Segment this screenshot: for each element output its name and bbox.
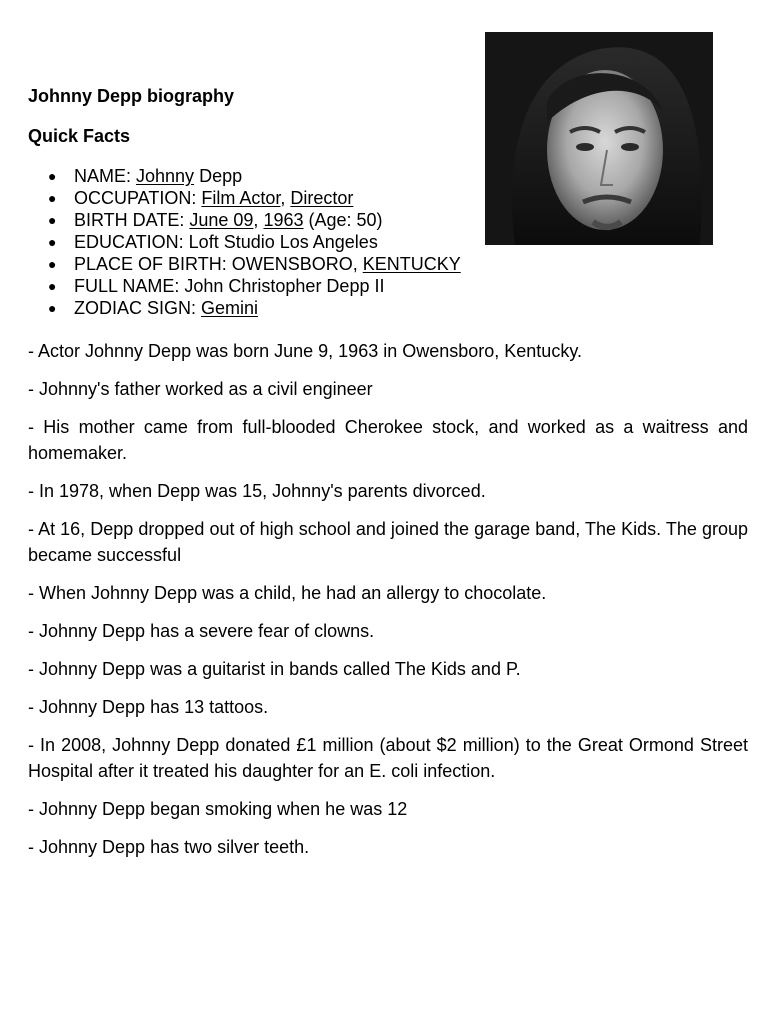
fact-link[interactable]: Film Actor [201,188,281,208]
fact-label: ZODIAC SIGN: [74,298,202,318]
fact-value: , [253,210,264,230]
fact-link[interactable]: Gemini [201,298,259,318]
biography-paragraph: - Johnny Depp has 13 tattoos. [28,697,269,717]
portrait-image [485,32,713,245]
bullet-icon: ● [48,212,57,228]
biography-body [28,338,748,872]
fact-link[interactable]: June 09 [189,210,254,230]
page-title: Johnny Depp biography [28,86,235,106]
biography-paragraph: - Johnny Depp has two silver teeth. [28,837,310,857]
fact-link[interactable]: 1963 [263,210,304,230]
biography-paragraph: - Johnny Depp was a guitarist in bands called The Kids and P. [28,659,521,679]
fact-value: (Age: 50) [303,210,383,230]
fact-label: PLACE OF BIRTH: [74,254,232,274]
fact-label: OCCUPATION: [74,188,202,208]
quick-facts-list [28,165,461,319]
biography-paragraph: - At 16, Depp dropped out of high school and joined the garage band, The Kids. The group became successful [28,519,748,565]
quick-fact-item [28,253,461,275]
biography-paragraph: - When Johnny Depp was a child, he had an allergy to chocolate. [28,583,547,603]
fact-value: John Christopher Depp II [184,276,385,296]
fact-label: BIRTH DATE: [74,210,190,230]
quick-fact-item [28,209,461,231]
biography-paragraph: - Johnny Depp began smoking when he was 12 [28,799,408,819]
quick-fact-item [28,165,461,187]
biography-paragraph: - Actor Johnny Depp was born June 9, 1963 in Owensboro, Kentucky. [28,341,582,361]
bullet-icon: ● [48,300,57,316]
biography-paragraph: - Johnny's father worked as a civil engineer [28,379,373,399]
bullet-icon: ● [48,234,57,250]
fact-label: NAME: [74,166,137,186]
biography-paragraph: - His mother came from full-blooded Cherokee stock, and worked as a waitress and homemaker. [28,417,748,463]
biography-paragraph: - In 1978, when Depp was 15, Johnny's parents divorced. [28,481,486,501]
biography-paragraph: - In 2008, Johnny Depp donated £1 million (about $2 million) to the Great Ormond Street Hospital after it treated his daughter for an E. coli infection. [28,735,748,781]
fact-link[interactable]: Director [290,188,354,208]
fact-value: OWENSBORO, [231,254,363,274]
bullet-icon: ● [48,256,57,272]
quick-fact-item [28,297,461,319]
bullet-icon: ● [48,190,57,206]
fact-label: FULL NAME: [74,276,185,296]
bullet-icon: ● [48,168,57,184]
fact-value: Loft Studio Los Angeles [188,232,378,252]
quick-fact-item [28,231,461,253]
fact-link[interactable]: KENTUCKY [362,254,461,274]
section-heading: Quick Facts [28,126,131,146]
fact-label: EDUCATION: [74,232,189,252]
fact-value: Depp [194,166,243,186]
biography-paragraph: - Johnny Depp has a severe fear of clowns. [28,621,375,641]
quick-fact-item [28,275,461,297]
fact-value: , [280,188,291,208]
bullet-icon: ● [48,278,57,294]
portrait-photo [485,32,713,245]
fact-link[interactable]: Johnny [136,166,195,186]
quick-fact-item [28,187,461,209]
